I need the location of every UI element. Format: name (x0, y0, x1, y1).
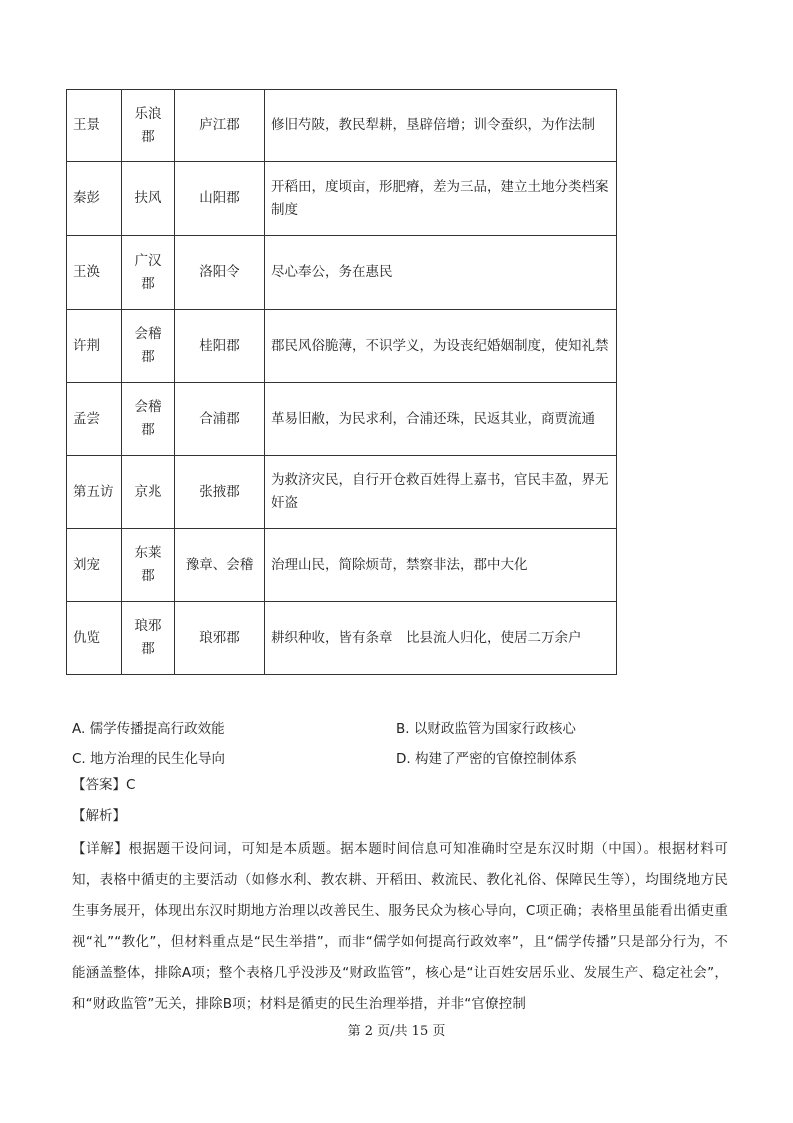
table-row (67, 456, 617, 529)
office-post: 合浦郡 (175, 383, 265, 456)
governance-deeds: 郡民风俗脆薄，不识学义，为设丧纪婚姻制度，使知礼禁 (265, 310, 617, 383)
table-row (67, 162, 617, 236)
official-name: 王涣 (67, 236, 122, 310)
options-row (72, 744, 732, 774)
governance-deeds: 修旧芍陂，教民犁耕，垦辟倍增；训令蚕织，为作法制 (265, 90, 617, 162)
official-name: 仇览 (67, 602, 122, 675)
native-place: 京兆 (122, 456, 175, 529)
office-post: 桂阳郡 (175, 310, 265, 383)
table-row (67, 383, 617, 456)
office-post: 山阳郡 (175, 162, 265, 236)
office-post: 张掖郡 (175, 456, 265, 529)
governance-deeds: 为救济灾民，自行开仓救百姓得上嘉书，官民丰盈，界无奸盗 (265, 456, 617, 529)
table-row (67, 90, 617, 162)
native-place: 会稽郡 (122, 310, 175, 383)
official-name: 刘宠 (67, 529, 122, 602)
native-place: 扶风 (122, 162, 175, 236)
governance-deeds: 革易旧敝，为民求利，合浦还珠，民返其业，商贾流通 (265, 383, 617, 456)
page-number: 第 2 页/共 15 页 (347, 1024, 446, 1039)
governance-deeds: 开稻田，度顷亩，形肥瘠，差为三品，建立土地分类档案制度 (265, 162, 617, 236)
table-row (67, 310, 617, 383)
governance-deeds: 耕织种收，皆有条章 比县流人归化，使居二万余户 (265, 602, 617, 675)
options-row (72, 714, 732, 744)
office-post: 豫章、会稽 (175, 529, 265, 602)
officials-table-body (67, 90, 617, 675)
native-place: 会稽郡 (122, 383, 175, 456)
governance-deeds: 治理山民，简除烦苛，禁察非法，郡中大化 (265, 529, 617, 602)
option-d: D. 构建了严密的官僚控制体系 (396, 751, 577, 767)
official-name: 秦彭 (67, 162, 122, 236)
governance-deeds: 尽心奉公，务在惠民 (265, 236, 617, 310)
officials-table (66, 89, 617, 675)
native-place: 广汉郡 (122, 236, 175, 310)
office-post: 庐江郡 (175, 90, 265, 162)
office-post: 洛阳令 (175, 236, 265, 310)
answer-options (72, 714, 732, 774)
detailed-explanation: 【详解】根据题干设问词，可知是本质题。据本题时间信息可知准确时空是东汉时期（中国）。根据材料可知，表格中循吏的主要活动（如修水利、教农耕、开稻田、救流民、教化礼俗、保障民生等），均围绕地方民生事务展开，体现出东汉时期地方治理以改善民生、服务民众为核心导向，C项正确；表格里虽能看出循吏重视“礼”“教化”，但材料重点是“民生举措”，而非“儒学如何提高行政效率”，且“儒学传播”只是部分行为，不能涵盖整体，排除A项；整个表格几乎没涉及“财政监管”，核心是“让百姓安居乐业、发展生产、稳定社会”，和“财政监管”无关，排除B项；材料是循吏的民生治理举措，并非“官僚控制 (72, 841, 728, 1012)
official-name: 许荆 (67, 310, 122, 383)
table-row (67, 602, 617, 675)
official-name: 第五访 (67, 456, 122, 529)
option-c: C. 地方治理的民生化导向 (72, 751, 226, 767)
native-place: 乐浪郡 (122, 90, 175, 162)
table-row (67, 236, 617, 310)
office-post: 琅邪郡 (175, 602, 265, 675)
official-name: 王景 (67, 90, 122, 162)
native-place: 琅邪郡 (122, 602, 175, 675)
option-a: A. 儒学传播提高行政效能 (72, 721, 225, 737)
table-row (67, 529, 617, 602)
official-name: 孟尝 (67, 383, 122, 456)
analysis-label: 【解析】 (72, 808, 126, 824)
answer-line: 【答案】C (72, 777, 136, 793)
native-place: 东莱郡 (122, 529, 175, 602)
option-b: B. 以财政监管为国家行政核心 (396, 721, 576, 737)
